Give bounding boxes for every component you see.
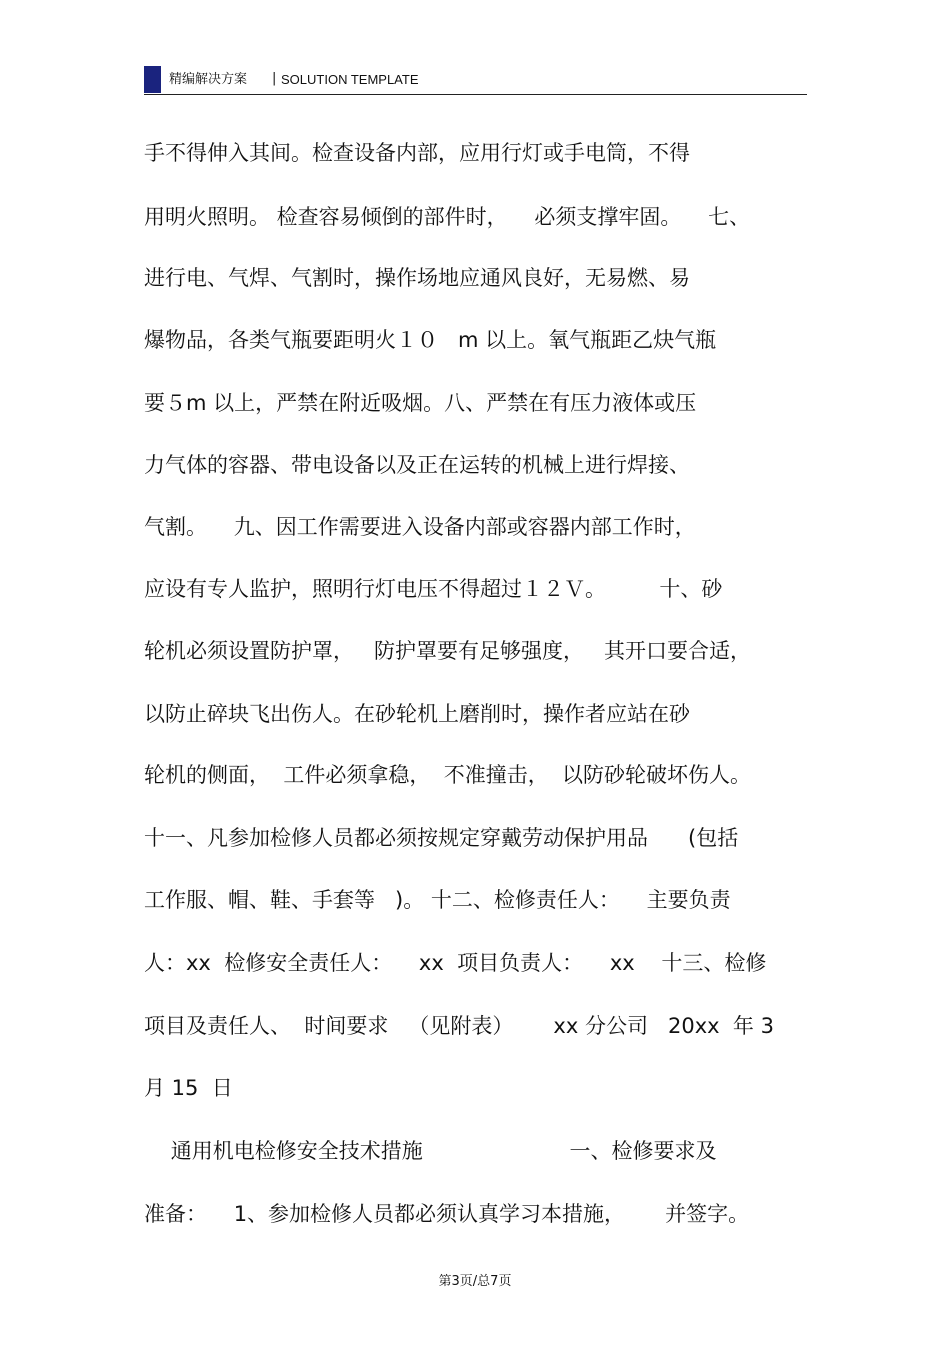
logo-icon — [144, 66, 161, 93]
page-header — [144, 66, 807, 95]
page-number: 第3页/总7页 — [438, 1274, 512, 1289]
body-line: 轮机的侧面， 工件必须拿稳， 不准撞击， 以防砂轮破坏伤人。 — [144, 763, 752, 787]
body-line: 以防止碎块飞出伤人。在砂轮机上磨削时，操作者应站在砂 — [144, 702, 690, 726]
header-separator: | — [272, 71, 277, 86]
header-brand: 精编解决方案 — [169, 72, 248, 87]
body-line: 项目及责任人、 时间要求 （见附表） xx 分公司 20xx 年 3 — [144, 1014, 774, 1038]
header-template-label: SOLUTION TEMPLATE — [281, 72, 419, 87]
body-line: 准备： 1、参加检修人员都必须认真学习本措施， 并签字。 — [144, 1202, 750, 1226]
body-line: 轮机必须设置防护罩， 防护罩要有足够强度， 其开口要合适， — [144, 639, 752, 663]
body-line: 人：xx 检修安全责任人： xx 项目负责人： xx 十三、检修 — [144, 951, 767, 975]
body-line: 力气体的容器、带电设备以及正在运转的机械上进行焊接、 — [144, 453, 690, 477]
body-line: 气割。 九、因工作需要进入设备内部或容器内部工作时， — [144, 515, 696, 539]
body-line: 手不得伸入其间。检查设备内部，应用行灯或手电筒，不得 — [144, 141, 690, 165]
body-line: 工作服、帽、鞋、手套等 )。 十二、检修责任人： 主要负责 — [144, 888, 731, 912]
body-line: 进行电、气焊、气割时，操作场地应通风良好，无易燃、易 — [144, 266, 690, 290]
body-line: 应设有专人监护，照明行灯电压不得超过１２Ｖ。 十、砂 — [144, 577, 723, 601]
body-line: 用明火照明。 检查容易倾倒的部件时， 必须支撑牢固。 七、 — [144, 205, 751, 229]
body-line: 月 15 日 — [144, 1076, 233, 1100]
body-line: 爆物品，各类气瓶要距明火１０ m 以上。氧气瓶距乙炔气瓶 — [144, 328, 717, 352]
body-line: 十一、凡参加检修人员都必须按规定穿戴劳动保护用品 (包括 — [144, 826, 739, 850]
header-divider — [144, 94, 807, 95]
body-line: 要５m 以上，严禁在附近吸烟。八、严禁在有压力液体或压 — [144, 391, 697, 415]
body-line: 通用机电检修安全技术措施 一、检修要求及 — [144, 1139, 717, 1163]
